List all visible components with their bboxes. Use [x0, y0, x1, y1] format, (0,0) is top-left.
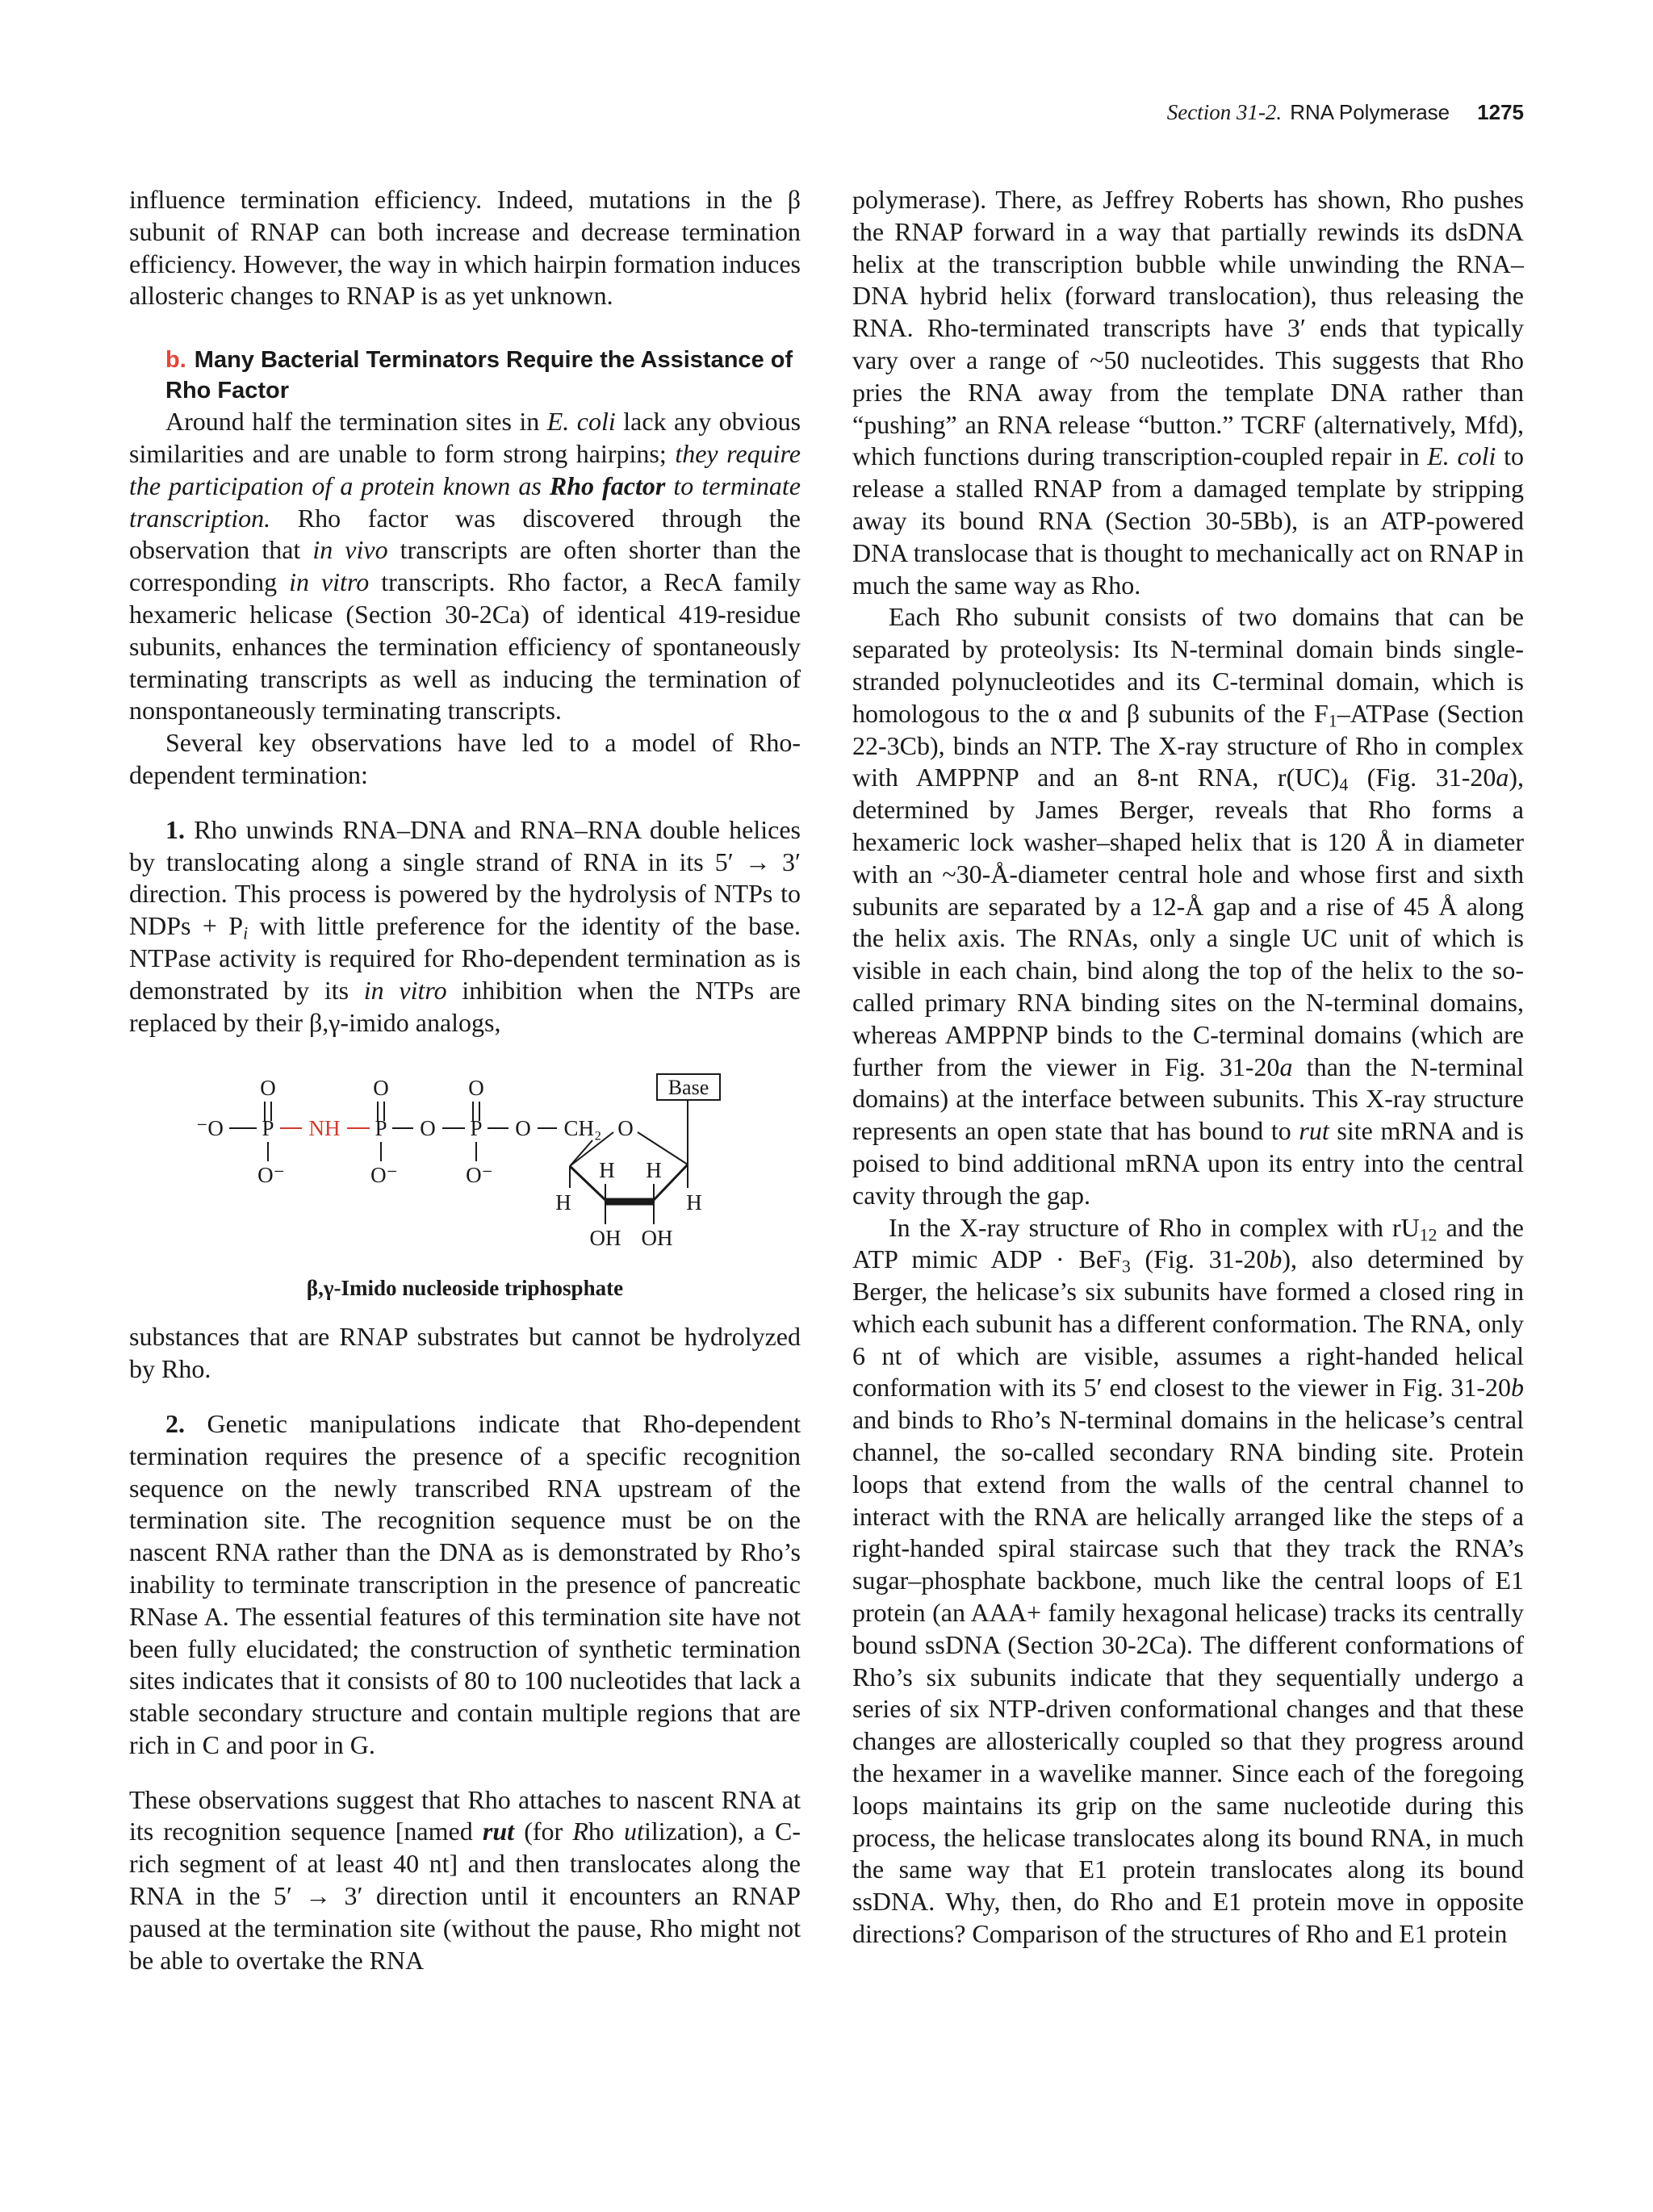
atom-oh: OH — [589, 1226, 621, 1251]
atom-p: P — [375, 1116, 387, 1141]
running-header — [1167, 100, 1524, 125]
page-number: 1275 — [1477, 100, 1524, 124]
atom-o: O — [420, 1116, 436, 1141]
atom-o: O — [373, 1076, 389, 1101]
atom-h: H — [646, 1158, 662, 1183]
atom-ring-o: O — [617, 1116, 634, 1141]
paragraph: In the X-ray structure of Rho in complex with $rU_{12}$ and the ATP mimic ADP · BeF$_3$ (Fig. 31-20b), also determined by Berger, the helicase’s six subunits have formed a closed ring in which each subunit has a different conformation. The RNA, only 6 nt of which are visible, assumes a right-handed helical conformation with its 5′ end closest to the viewer in Fig. 31-20b and binds to Rho’s N-terminal domains in the helicase’s central channel, the so-called secondary RNA binding site. Protein loops that extend from the walls of the central channel to interact with the RNA are helically arranged like the steps of a right-handed spiral staircase such that they track the RNA’s sugar–phosphate backbone, much like the central loops of E1 protein (an AAA+ family hexagonal helicase) tracks its centrally bound ssDNA (Section 30-2Ca). The different conformations of Rho’s six subunits indicate that they sequentially undergo a series of six NTP-driven conformational changes and that these changes are allosterically coupled so that they progress around the hexamer in a wavelike manner. Since each of the foregoing loops maintains its grip on the same nucleotide during this process, the helicase translocates along its bound RNA, in much the same way that E1 protein translocates along its bound ssDNA. Why, then, do Rho and E1 protein move in opposite directions? Comparison of the structures of Rho and E1 protein — [852, 1212, 1525, 1949]
atom-p: P — [470, 1116, 483, 1141]
paragraph: Each Rho subunit consists of two domains that can be separated by proteolysis: Its N-terminal domain binds single-stranded polynucleotides and its C-terminal domain, which is homologous to the α and β subunits of the $F_1$–ATPase (Section 22-3Cb), binds an NTP. The X-ray structure of Rho in complex with AMPPNP and an 8-nt RNA, $r(UC)_4$ (Fig. 31-20a), determined by James Berger, reveals that Rho forms a hexameric lock washer–shaped helix that is 120 Å in diameter with an ~30-Å-diameter central hole and whose first and sixth subunits are separated by a 12-Å gap and a rise of 45 Å along the helix axis. The RNAs, only a single UC unit of which is visible in each chain, bind along the top of the helix to the so-called primary RNA binding sites on the N-terminal domains, whereas AMPPNP binds to the C-terminal domains (which are further from the viewer in Fig. 31-20a than the N-terminal domains) at the interface between subunits. This X-ray structure represents an open state that has bound to rut site mRNA and is poised to bind additional mRNA upon its entry into the central cavity through the gap. — [852, 602, 1525, 1210]
paragraph: These observations suggest that Rho attaches to nascent RNA at its recognition sequence [named rut (for Rho utilization), a C-rich segment of at least 40 nt] and then translocates along the RNA in the 5′ → 3′ direction until it encounters an RNAP paused at the termination site (without the pause, Rho might not be able to overtake the RNA — [129, 1784, 801, 1975]
atom-o-minus: O⁻ — [257, 1163, 285, 1188]
paragraph: Around half the termination sites in E. coli lack any obvious similarities and are unable to form strong hairpins; they require the participation of a protein known as Rho factor to terminate transcription. Rho factor was discovered through the observation that in vivo transcripts are often shorter than the corresponding in vitro transcripts. Rho factor, a RecA family hexameric helicase (Section 30-2Ca) of identical 419-residue subunits, enhances the termination efficiency of spontaneously terminating transcripts as well as inducing the termination of nonspontaneously terminating transcripts. — [129, 407, 801, 725]
numbered-item: 1. Rho unwinds RNA–DNA and RNA–RNA double helices by translocating along a single strand of RNA in its 5′ → 3′ direction. This process is powered by the hydrolysis of NTPs to NDPs + $P_i$ with little preference for the identity of the base. NTPase activity is required for Rho-dependent termination as is demonstrated by its in vitro inhibition when the NTPs are replaced by their β,γ-imido analogs, — [129, 814, 801, 1037]
subsection-letter: b. — [165, 347, 186, 374]
paragraph: influence termination efficiency. Indeed, mutations in the β subunit of RNAP can both increase and decrease termination efficiency. However, the way in which hairpin formation induces allosteric changes to RNAP is as yet unknown. — [129, 185, 801, 311]
paragraph: polymerase). There, as Jeffrey Roberts has shown, Rho pushes the RNAP forward in a way that partially rewinds its dsDNA helix at the transcription bubble while unwinding the RNA–DNA hybrid helix (forward translocation), thus releasing the RNA. Rho-terminated transcripts have 3′ ends that typically vary over a range of ~50 nucleotides. This suggests that Rho pries the RNA away from the template DNA rather than “pushing” an RNA release “button.” TCRF (alternatively, Mfd), which functions during transcription-coupled repair in E. coli to release a stalled RNAP from a damaged template by stripping away its bound RNA (Section 30-5Bb), is an ATP-powered DNA translocase that is thought to mechanically act on RNAP in much the same way as Rho. — [852, 185, 1525, 600]
atom-o: O — [515, 1116, 531, 1141]
atom-o: O — [260, 1076, 276, 1101]
atom-nh: NH — [308, 1116, 341, 1141]
atom-oh: OH — [641, 1226, 673, 1251]
atom-h: H — [686, 1190, 702, 1215]
atom-p: P — [262, 1116, 274, 1141]
figure-caption: β,γ-Imido nucleoside triphosphate — [306, 1276, 624, 1301]
atom-o-minus: O⁻ — [466, 1163, 493, 1188]
atom-o-minus: ⁻O — [196, 1116, 224, 1141]
numbered-item: 2. Genetic manipulations indicate that Rho-dependent termination requires the presence of a specific recognition sequence on the newly transcribed RNA upstream of the termination site. The recognition sequence must be on the nascent RNA rather than the DNA as is demonstrated by Rho’s inability to terminate transcription in the presence of pancreatic RNase A. The essential features of this termination site have not been fully elucidated; the construction of synthetic termination sites indicates that it consists of 80 to 100 nucleotides that lack a stable secondary structure and contain multiple regions that are rich in C and poor in G. — [129, 1408, 801, 1759]
left-column — [129, 184, 801, 1976]
chemical-structure-figure — [129, 1063, 801, 1321]
paragraph: substances that are RNAP substrates but cannot be hydrolyzed by Rho. — [129, 1322, 801, 1384]
right-column — [852, 184, 1524, 1951]
section-label: Section 31-2. — [1166, 100, 1283, 124]
atom-h: H — [555, 1190, 571, 1215]
atom-o: O — [468, 1076, 484, 1101]
atom-o-minus: O⁻ — [370, 1163, 398, 1188]
paragraph: Several key observations have led to a model of Rho-dependent termination: — [129, 728, 801, 789]
section-title: RNA Polymerase — [1290, 100, 1450, 124]
atom-h: H — [599, 1158, 615, 1183]
subsection-title: Many Bacterial Terminators Require the Assistance of Rho Factor — [165, 347, 793, 404]
subsection-heading — [165, 345, 801, 406]
imido-ntp-structure — [129, 1063, 801, 1273]
atom-ch2: CH₂ — [563, 1116, 602, 1141]
atom-base: Base — [667, 1076, 709, 1100]
